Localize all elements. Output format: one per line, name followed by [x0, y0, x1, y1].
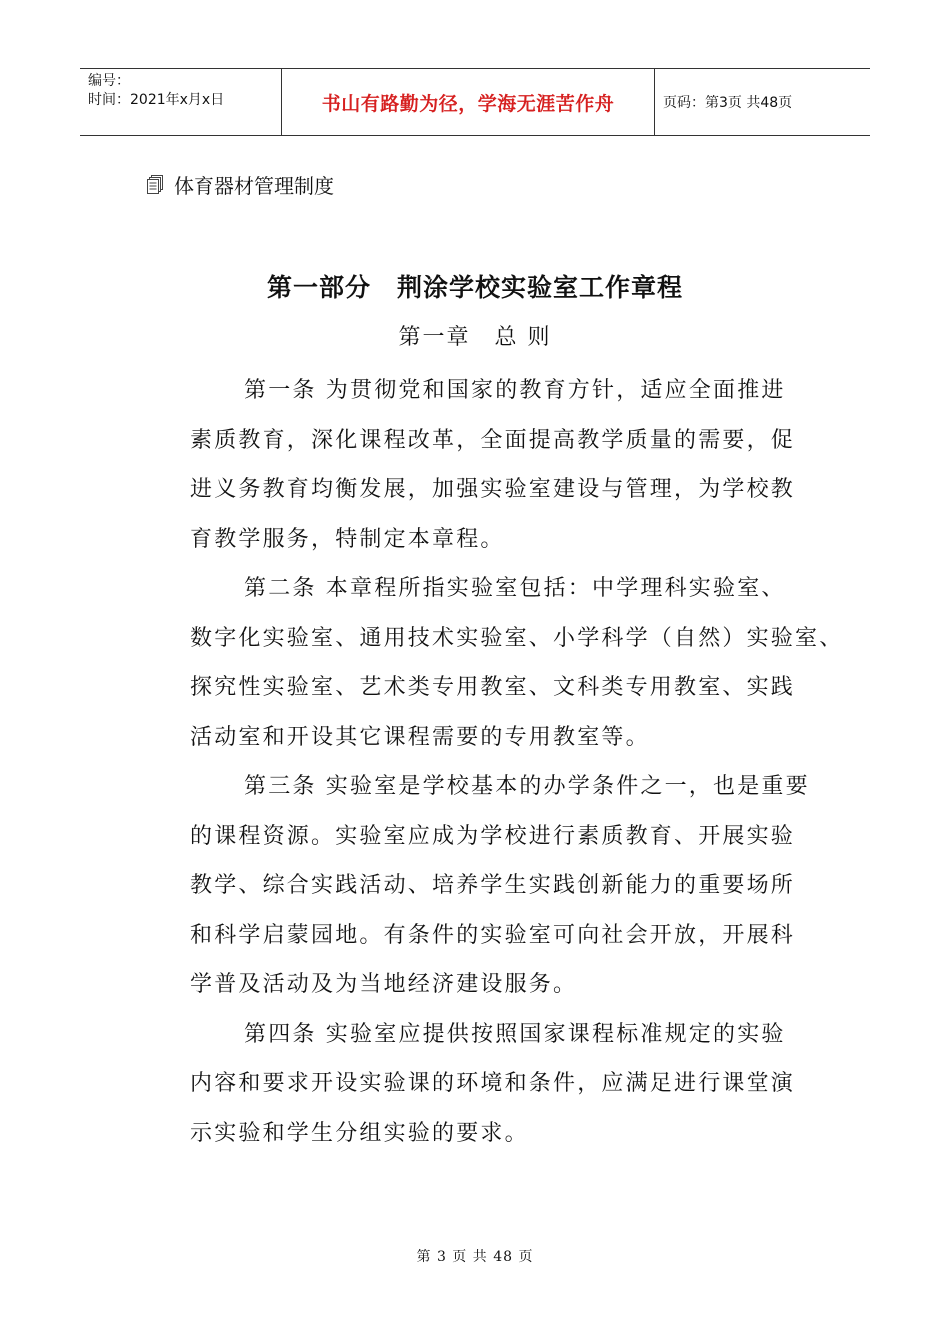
chapter-heading: 第一章 总 则 — [398, 325, 552, 350]
text-line: 示实验和学生分组实验的要求。 — [190, 1120, 529, 1146]
doc-reference[interactable] — [146, 170, 334, 199]
article-paragraph — [146, 564, 844, 762]
header-meta — [80, 69, 280, 135]
text-line: 第一条 为贯彻党和国家的教育方针，适应全面推进 — [244, 378, 786, 403]
page-footer: 第 3 页 共 48 页 — [416, 1249, 534, 1265]
text-line: 进义务教育均衡发展，加强实验室建设与管理，为学校教 — [190, 477, 796, 502]
header-date-label: 时间：2021年x月x日 — [88, 92, 225, 108]
page-header — [80, 68, 870, 136]
text-line: 数字化实验室、通用技术实验室、小学科学（自然）实验室、 — [190, 625, 844, 651]
text-line: 活动室和开设其它课程需要的专用教室等。 — [190, 724, 650, 750]
text-line: 第四条 实验室应提供按照国家课程标准规定的实验 — [244, 1021, 786, 1047]
text-line: 和科学启蒙园地。有条件的实验室可向社会开放，开展科 — [190, 922, 796, 948]
article-paragraph — [146, 366, 826, 564]
document-stack-icon — [146, 175, 164, 195]
text-line: 探究性实验室、艺术类专用教室、文科类专用教室、实践 — [190, 675, 796, 700]
text-line: 育教学服务，特制定本章程。 — [190, 526, 505, 552]
text-line: 素质教育，深化课程改革，全面提高教学质量的需要，促 — [190, 427, 796, 453]
doc-reference-text: 体育器材管理制度 — [174, 174, 334, 198]
article-body — [146, 366, 844, 1158]
article-paragraph — [146, 1010, 826, 1159]
header-divider — [654, 69, 655, 135]
article-paragraph — [146, 762, 826, 1010]
text-line: 的课程资源。实验室应成为学校进行素质教育、开展实验 — [190, 823, 796, 849]
text-line: 教学、综合实践活动、培养学生实践创新能力的重要场所 — [190, 873, 796, 898]
text-line: 内容和要求开设实验课的环境和条件，应满足进行课堂演 — [190, 1071, 796, 1096]
text-line: 第三条 实验室是学校基本的办学条件之一，也是重要 — [244, 774, 810, 799]
header-number-label: 编号： — [88, 73, 130, 89]
text-line: 第二条 本章程所指实验室包括：中学理科实验室、 — [244, 576, 786, 601]
page-title: 第一部分 荆涂学校实验室工作章程 — [266, 273, 683, 302]
text-line: 学普及活动及为当地经济建设服务。 — [190, 972, 578, 997]
header-motto: 书山有路勤为径，学海无涯苦作舟 — [321, 92, 615, 115]
header-page-info: 页码：第3页 共48页 — [663, 95, 793, 111]
